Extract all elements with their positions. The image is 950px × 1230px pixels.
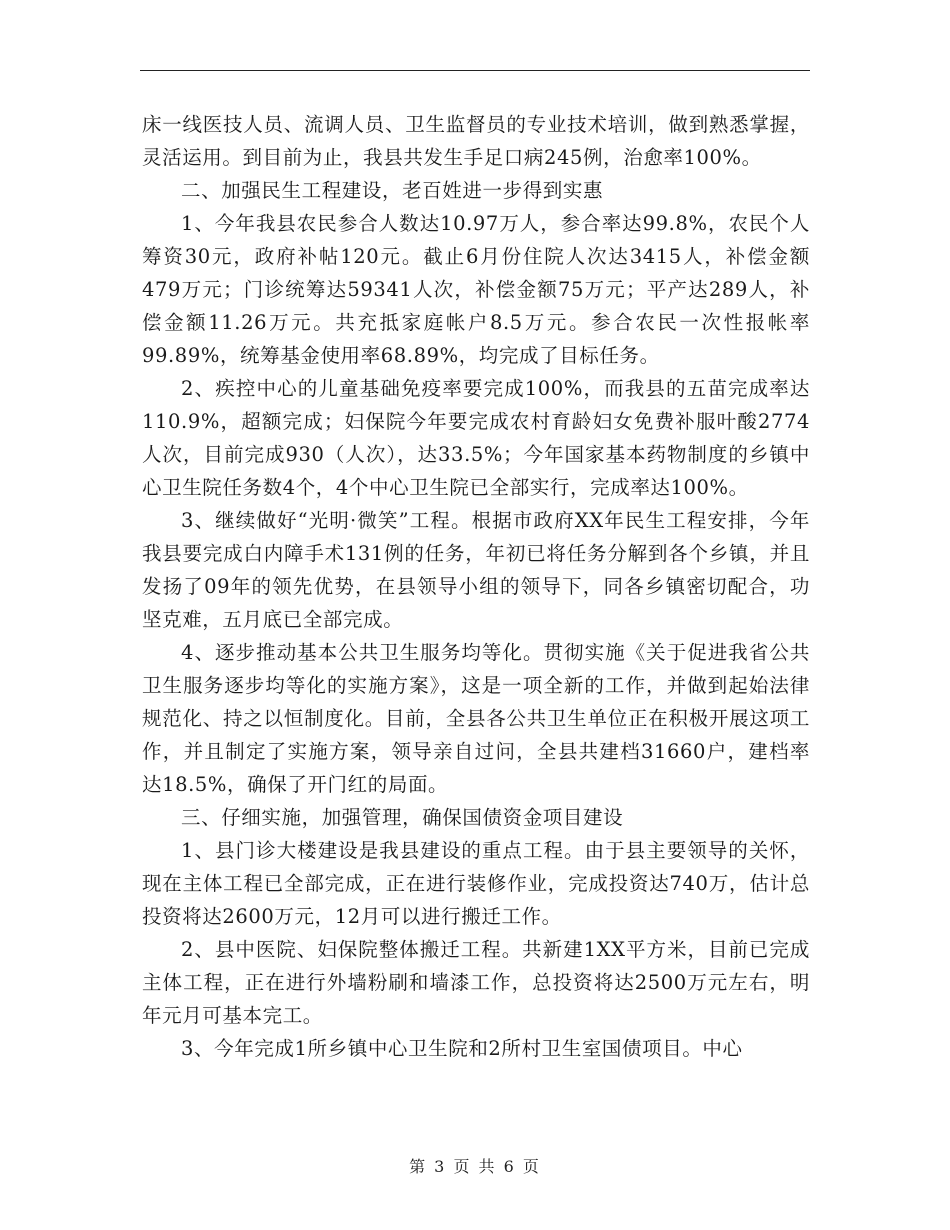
page-footer: 第 3 页 共 6 页 (409, 1157, 541, 1176)
document-body (142, 108, 810, 1065)
paragraph: 1、县门诊大楼建设是我县建设的重点工程。由于县主要领导的关怀，现在主体工程已全部完成，正在进行装修作业，完成投资达740万，估计总投资将达2600万元，12月可以进行搬迁工作。 (142, 839, 810, 928)
paragraph: 1、今年我县农民参合人数达10.97万人，参合率达99.8%，农民个人筹资30元，政府补帖120元。截止6月份住院人次达3415人，补偿金额479万元；门诊统筹达59341人次，补偿金额75万元；平产达289人，补偿金额11.26万元。共充抵家庭帐户8.5万元。参合农民一次性报帐率99.89%，统筹基金使用率68.89%，均完成了目标任务。 (142, 212, 810, 367)
section-heading-2: 二、加强民生工程建设，老百姓进一步得到实惠 (181, 179, 604, 202)
header-rule (140, 70, 810, 71)
paragraph: 2、疾控中心的儿童基础免疫率要完成100%，而我县的五苗完成率达110.9%，超额完成；妇保院今年要完成农村育龄妇女免费补服叶酸2774人次，目前完成930（人次），达33.5%；今年国家基本药物制度的乡镇中心卫生院任务数4个，4个中心卫生院已全部实行，完成率达100%。 (142, 377, 810, 499)
section-heading-3: 三、仔细实施，加强管理，确保国债资金项目建设 (181, 806, 624, 829)
paragraph-continued: 床一线医技人员、流调人员、卫生监督员的专业技术培训，做到熟悉掌握，灵活运用。到目前为止，我县共发生手足口病245例，治愈率100%。 (142, 113, 810, 169)
paragraph: 3、继续做好“光明·微笑”工程。根据市政府XX年民生工程安排，今年我县要完成白内障手术131例的任务，年初已将任务分解到各个乡镇，并且发扬了09年的领先优势，在县领导小组的领导下，同各乡镇密切配合，功坚克难，五月底已全部完成。 (142, 509, 810, 631)
paragraph: 4、逐步推动基本公共卫生服务均等化。贯彻实施《关于促进我省公共卫生服务逐步均等化的实施方案》，这是一项全新的工作，并做到起始法律规范化、持之以恒制度化。目前，全县各公共卫生单位正在积极开展这项工作，并且制定了实施方案，领导亲自过问，全县共建档31660户，建档率达18.5%，确保了开门红的局面。 (142, 641, 810, 796)
paragraph: 3、今年完成1所乡镇中心卫生院和2所村卫生室国债项目。中心 (181, 1037, 743, 1060)
paragraph: 2、县中医院、妇保院整体搬迁工程。共新建1XX平方米，目前已完成主体工程，正在进行外墙粉刷和墙漆工作，总投资将达2500万元左右，明年元月可基本完工。 (142, 938, 810, 1027)
